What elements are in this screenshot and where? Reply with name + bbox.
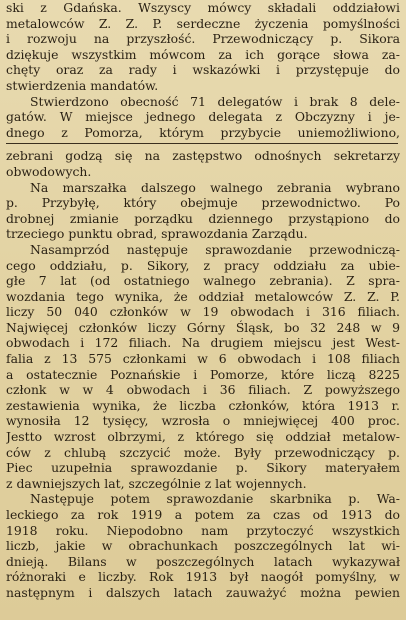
text-line: gatów. W miejsce jednego delegata z Obczyzny i je-: [6, 109, 400, 125]
text-line: p. Przybyłę, który obejmuje przewodnictwo. Po: [6, 195, 400, 211]
text-line: a ostatecznie Poznańskie i Pomorze, które liczą 8225: [6, 366, 400, 382]
text-line: głe 7 lat (od ostatniego walnego zebrania). Z spra-: [6, 273, 400, 289]
text-line: Następuje potem sprawozdanie skarbnika p. Wa-: [30, 491, 400, 507]
column-divider: [6, 143, 398, 144]
text-line: liczy 50 040 członków w 19 obwodach i 316 filiach.: [6, 304, 400, 320]
text-line: leckiego za rok 1919 a potem za czas od 1913 do: [6, 507, 400, 522]
text-line: cego oddziału, p. Sikory, z pracy oddziału za ubie-: [6, 257, 400, 273]
paragraph-attendance: [6, 94, 400, 141]
text-line: Stwierdzono obecność 71 delegatów i brak 8 dele-: [30, 93, 400, 109]
text-line: ski z Gdańska. Wszyscy mówcy składali oddziałowi: [6, 0, 400, 15]
text-line: chęty oraz za rady i wskazówki i przystępuje do: [6, 62, 400, 78]
section-top: [6, 0, 400, 140]
text-line: Najwięcej członków liczy Górny Śląsk, bo 32 248 w 9: [6, 319, 400, 335]
text-line: Na marszałka dalszego walnego zebrania wybrano: [30, 179, 400, 195]
section-bottom: [6, 147, 400, 600]
paragraph-speakers: [6, 0, 400, 94]
text-line: trzeciego punktu obrad, sprawozdania Zarządu.: [6, 226, 308, 242]
text-line: Jestto wzrost olbrzymi, z którego się oddział metalow-: [6, 429, 400, 445]
text-line: wynosiła 12 tysięcy, wzrosła o mniejwięcej 400 proc.: [6, 413, 400, 429]
text-line: następnym i dalszych latach zauważyć można pewien: [6, 584, 400, 600]
text-line: falia z 13 575 członkami w 6 obwodach i 108 filiach: [6, 351, 400, 367]
paragraph-substitution: [6, 148, 400, 179]
text-column: [6, 0, 400, 601]
text-line: różnoraki e liczby. Rok 1913 był naogół pomyślny, w: [6, 569, 400, 585]
text-line: drobnej zmianie porządku dziennego przystąpiono do: [6, 210, 400, 226]
text-line: Piec uzupełnia sprawozdanie p. Sikory materyałem: [6, 460, 400, 476]
paragraph-chairman-report: [6, 242, 400, 492]
text-line: dnego z Pomorza, którym przybycie uniemożliwiono,: [6, 124, 400, 140]
text-line: liczb, jakie w obrachunkach poszczególnych lat wi-: [6, 538, 400, 554]
text-line: obwodach i 172 filiach. Na drugiem miejscu jest West-: [6, 335, 400, 351]
text-line: obwodowych.: [6, 163, 92, 179]
text-line: i rozwoju na przyszłość. Przewodniczący p. Sikora: [6, 31, 400, 47]
text-line: dziękuje wszystkim mówcom za ich gorące słowa za-: [6, 46, 400, 62]
text-line: z dawniejszych lat, szczególnie z lat wojennych.: [6, 475, 307, 491]
text-line: 1918 roku. Niepodobno nam przytoczyć wszystkich: [6, 522, 400, 538]
text-line: zestawienia wynika, że liczba członków, która 1913 r.: [6, 397, 400, 413]
text-line: metalowców Z. Z. P. serdeczne życzenia pomyślności: [6, 15, 400, 31]
text-line: dnieją. Bilans w poszczególnych latach wykazywał: [6, 553, 400, 569]
text-line: Nasamprzód następuje sprawozdanie przewodniczą-: [30, 241, 400, 257]
text-line: członk w w 4 obwodach i 36 filiach. Z powyższego: [6, 382, 400, 398]
paragraph-treasurer-report: [6, 491, 400, 600]
text-line: stwierdzenia mandatów.: [6, 77, 159, 93]
text-line: zebrani godzą się na zastępstwo odnośnych sekretarzy: [6, 148, 400, 164]
text-line: wozdania tego wynika, że oddział metalowców Z. Z. P.: [6, 288, 400, 304]
text-line: ców z chlubą szczycić może. Były przewodniczący p.: [6, 444, 400, 460]
paragraph-marshal: [6, 180, 400, 242]
